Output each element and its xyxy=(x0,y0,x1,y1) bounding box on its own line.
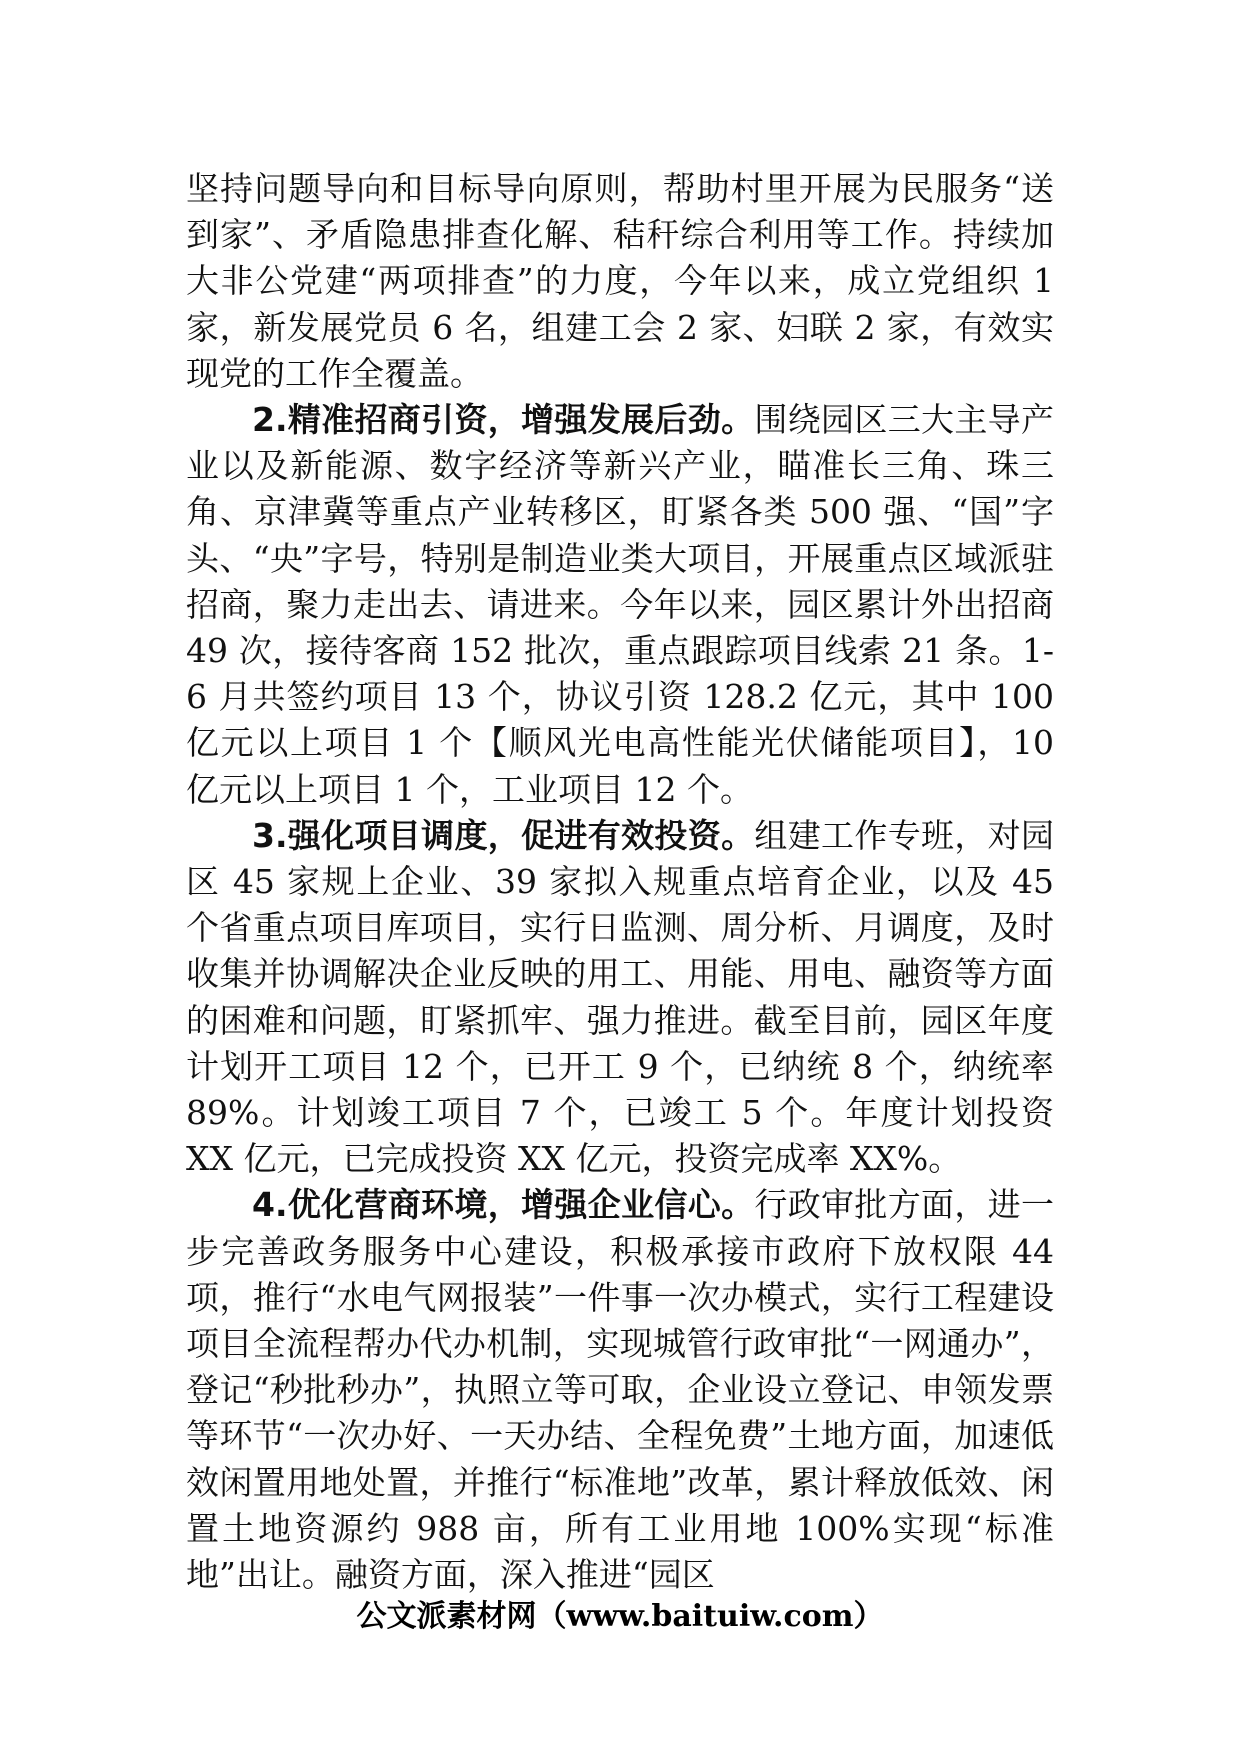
paragraph-2 xyxy=(186,397,1054,813)
paragraph-2-body: 围绕园区三大主导产业以及新能源、数字经济等新兴产业，瞄准长三角、珠三角、京津冀等重点产业转移区，盯紧各类 500 强、“国”字头、“央”字号，特别是制造业类大项目，开展重点区域派驻招商，聚力走出去、请进来。今年以来，园区累计外出招商 49 次，接待客商 152 批次，重点跟踪项目线索 21 条。1-6 月共签约项目 13 个，协议引资 128.2 亿元，其中 100 亿元以上项目 1 个【顺风光电高性能光伏储能项目】，10 亿元以上项目 1 个，工业项目 12 个。 xyxy=(186,400,1054,809)
paragraph-4 xyxy=(186,1182,1054,1598)
document-body xyxy=(186,166,1054,1598)
paragraph-3-body: 组建工作专班，对园区 45 家规上企业、39 家拟入规重点培育企业，以及 45 个省重点项目库项目，实行日监测、周分析、月调度，及时收集并协调解决企业反映的用工、用能、用电、融资等方面的困难和问题，盯紧抓牢、强力推进。截至目前，园区年度计划开工项目 12 个，已开工 9 个，已纳统 8 个，纳统率 89%。计划竣工项目 7 个，已竣工 5 个。年度计划投资 XX 亿元，已完成投资 XX 亿元，投资完成率 XX%。 xyxy=(186,815,1054,1179)
section-heading-3: 3.强化项目调度，促进有效投资。 xyxy=(252,815,755,855)
section-heading-2: 2.精准招商引资，增强发展后劲。 xyxy=(252,400,755,440)
footer-source: 公文派素材网（www.baituiw.com） xyxy=(356,1599,884,1634)
paragraph-1 xyxy=(186,166,1054,397)
paragraph-3 xyxy=(186,813,1054,1183)
paragraph-4-body: 行政审批方面，进一步完善政务服务中心建设，积极承接市政府下放权限 44 项，推行“水电气网报装”一件事一次办模式，实行工程建设项目全流程帮办代办机制，实现城管行政审批“一网通办”，登记“秒批秒办”，执照立等可取，企业设立登记、申领发票等环节“一次办好、一天办结、全程免费”土地方面，加速低效闲置用地处置，并推行“标准地”改革，累计释放低效、闲置土地资源约 988 亩，所有工业用地 100%实现“标准地”出让。融资方面，深入推进“园区 xyxy=(186,1185,1054,1595)
section-heading-4: 4.优化营商环境，增强企业信心。 xyxy=(252,1185,755,1225)
paragraph-1-body: 坚持问题导向和目标导向原则，帮助村里开展为民服务“送到家”、矛盾隐患排查化解、秸秆综合利用等工作。持续加大非公党建“两项排查”的力度，今年以来，成立党组织 1 家，新发展党员 6 名，组建工会 2 家、妇联 2 家，有效实现党的工作全覆盖。 xyxy=(186,169,1054,393)
